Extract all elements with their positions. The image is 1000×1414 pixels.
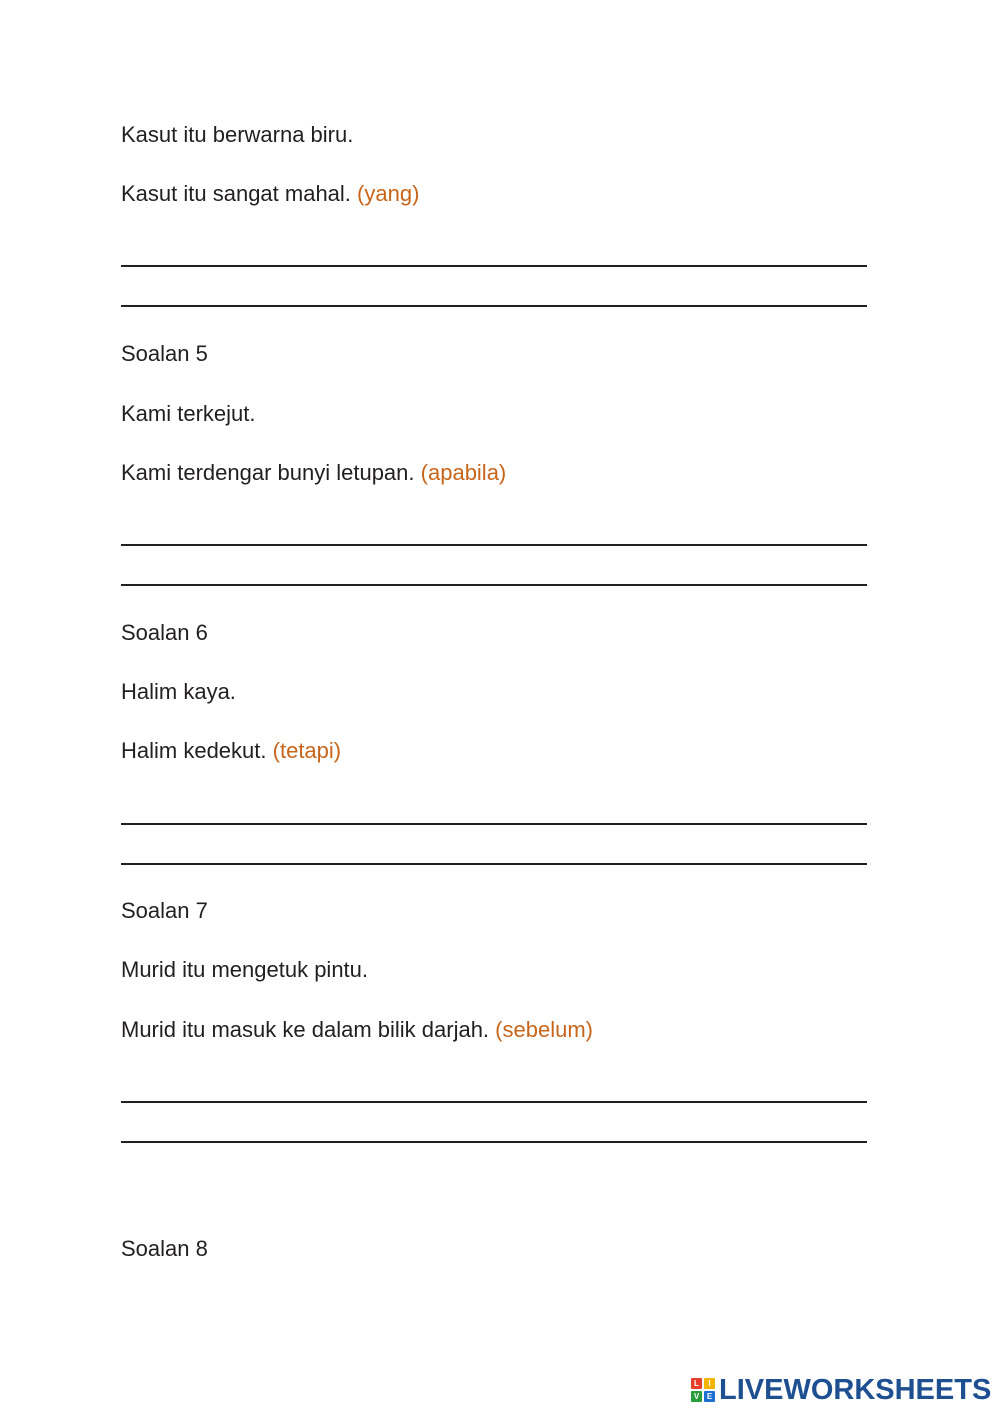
q7-title: Soalan 7 — [121, 898, 208, 923]
q7-sentence-1: Murid itu mengetuk pintu. — [121, 957, 369, 982]
liveworksheets-logo — [691, 1372, 991, 1408]
q5-sentence-2: Kami terdengar bunyi letupan. (apabila) — [121, 460, 507, 485]
q8-title: Soalan 8 — [121, 1236, 208, 1261]
q6-sentence-1: Halim kaya. — [121, 679, 236, 704]
q4-sentence-2: Kasut itu sangat mahal. (yang) — [121, 181, 420, 206]
q6-answer-line-1[interactable] — [121, 795, 867, 825]
q5-hint: (apabila) — [420, 460, 507, 485]
logo-letter: I — [704, 1378, 715, 1389]
q4-answer-line-2[interactable] — [121, 277, 867, 307]
q4-sentence-1: Kasut itu berwarna biru. — [121, 122, 354, 147]
logo-grid-icon — [691, 1378, 715, 1402]
brand-name: LIVEWORKSHEETS — [719, 1373, 992, 1406]
q7-sentence-2: Murid itu masuk ke dalam bilik darjah. (sebelum) — [121, 1017, 593, 1042]
q6-answer-line-2[interactable] — [121, 835, 867, 865]
q7-answer-line-2[interactable] — [121, 1113, 867, 1143]
q5-answer-line-2[interactable] — [121, 556, 867, 586]
logo-letter: V — [691, 1391, 702, 1402]
q6-hint: (tetapi) — [272, 738, 342, 763]
q5-title: Soalan 5 — [121, 341, 208, 366]
q6-title: Soalan 6 — [121, 620, 208, 645]
q7-hint: (sebelum) — [495, 1017, 593, 1042]
q5-sentence-1: Kami terkejut. — [121, 401, 256, 426]
q4-answer-line-1[interactable] — [121, 237, 867, 267]
q7-answer-line-1[interactable] — [121, 1073, 867, 1103]
q5-answer-line-1[interactable] — [121, 516, 867, 546]
q6-sentence-2: Halim kedekut. (tetapi) — [121, 738, 342, 763]
logo-letter: E — [704, 1391, 715, 1402]
logo-letter: L — [691, 1378, 702, 1389]
q4-hint: (yang) — [357, 181, 420, 206]
